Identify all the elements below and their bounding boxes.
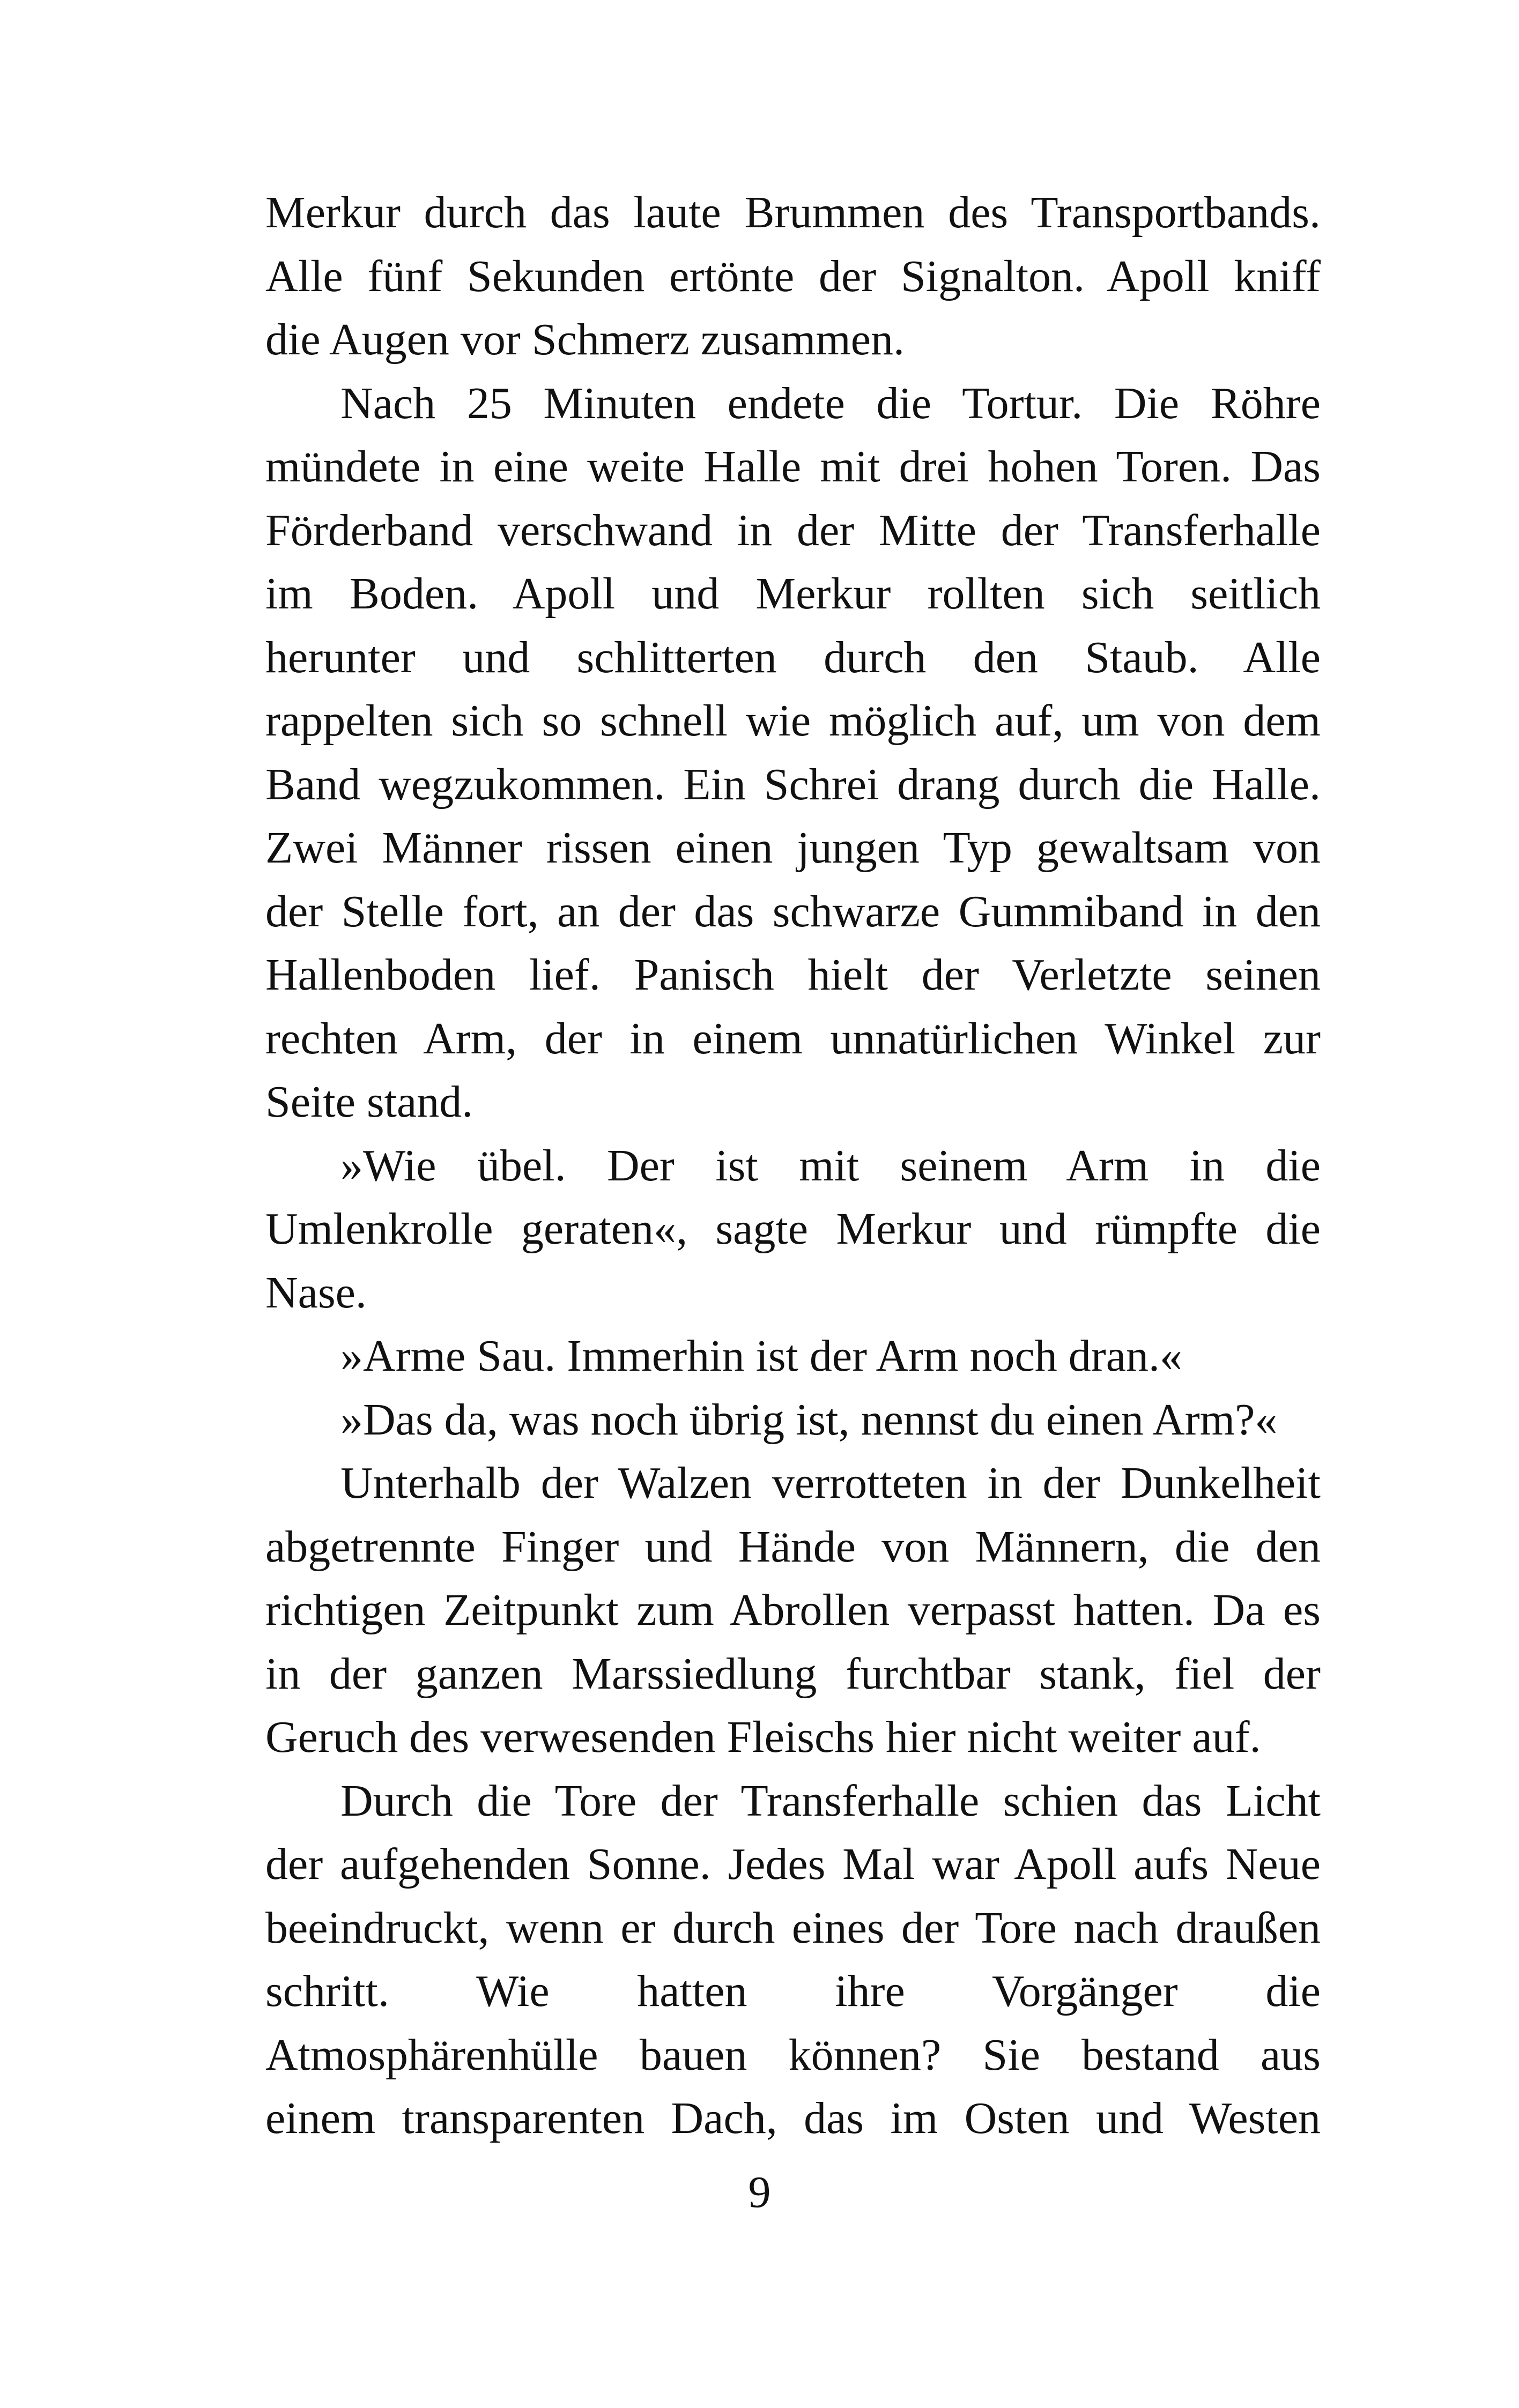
text-line: abgetrennte Finger und Hände von Männern, die den: [265, 1521, 1321, 1572]
text-line: Atmosphärenhülle bauen können? Sie bestand aus: [265, 2030, 1321, 2080]
text-line: Geruch des verwesenden Fleischs hier nicht weiter auf.: [265, 1712, 1261, 1762]
text-line: herunter und schlitterten durch den Staub. Alle: [265, 632, 1321, 682]
text-line: rappelten sich so schnell wie möglich auf, um von dem: [265, 696, 1321, 746]
text-line: Förderband verschwand in der Mitte der Transferhalle: [265, 505, 1321, 555]
text-line: »Arme Sau. Immerhin ist der Arm noch dran.«: [340, 1331, 1182, 1381]
text-line: der aufgehenden Sonne. Jedes Mal war Apoll aufs Neue: [265, 1839, 1321, 1889]
text-line: im Boden. Apoll und Merkur rollten sich seitlich: [265, 569, 1321, 619]
text-line: der Stelle fort, an der das schwarze Gummiband in den: [265, 886, 1321, 937]
text-line: beeindruckt, wenn er durch eines der Tore nach draußen: [265, 1902, 1321, 1953]
text-line: Zwei Männer rissen einen jungen Typ gewaltsam von: [265, 823, 1321, 873]
text-line: Durch die Tore der Transferhalle schien das Licht: [340, 1775, 1321, 1826]
text-line: richtigen Zeitpunkt zum Abrollen verpasst hatten. Da es: [265, 1585, 1321, 1635]
text-line: die Augen vor Schmerz zusammen.: [265, 315, 905, 365]
text-line: Alle fünf Sekunden ertönte der Signalton. Apoll kniff: [265, 251, 1321, 301]
text-line: Band wegzukommen. Ein Schrei drang durch die Halle.: [265, 759, 1321, 809]
text-line: Hallenboden lief. Panisch hielt der Verletzte seinen: [265, 950, 1321, 1000]
text-line: Nase.: [265, 1267, 367, 1318]
text-line: Merkur durch das laute Brummen des Transportbands.: [265, 188, 1321, 237]
text-line: rechten Arm, der in einem unnatürlichen Winkel zur: [265, 1013, 1321, 1064]
body-text: [265, 181, 1321, 2151]
text-line: mündete in eine weite Halle mit drei hohen Toren. Das: [265, 442, 1321, 492]
page-number: 9: [748, 2167, 771, 2217]
text-line: Seite stand.: [265, 1077, 473, 1127]
text-line: Nach 25 Minuten endete die Tortur. Die Röhre: [340, 378, 1321, 428]
text-line: Unterhalb der Walzen verrotteten in der Dunkelheit: [340, 1458, 1321, 1508]
text-line: schritt. Wie hatten ihre Vorgänger die: [265, 1966, 1321, 2016]
text-line: »Das da, was noch übrig ist, nennst du einen Arm?«: [340, 1394, 1278, 1445]
text-line: »Wie übel. Der ist mit seinem Arm in die: [340, 1140, 1321, 1191]
text-line: Umlenkrolle geraten«, sagte Merkur und rümpfte die: [265, 1204, 1321, 1254]
text-line: in der ganzen Marssiedlung furchtbar stank, fiel der: [265, 1648, 1321, 1699]
text-line: einem transparenten Dach, das im Osten und Westen: [265, 2093, 1321, 2143]
